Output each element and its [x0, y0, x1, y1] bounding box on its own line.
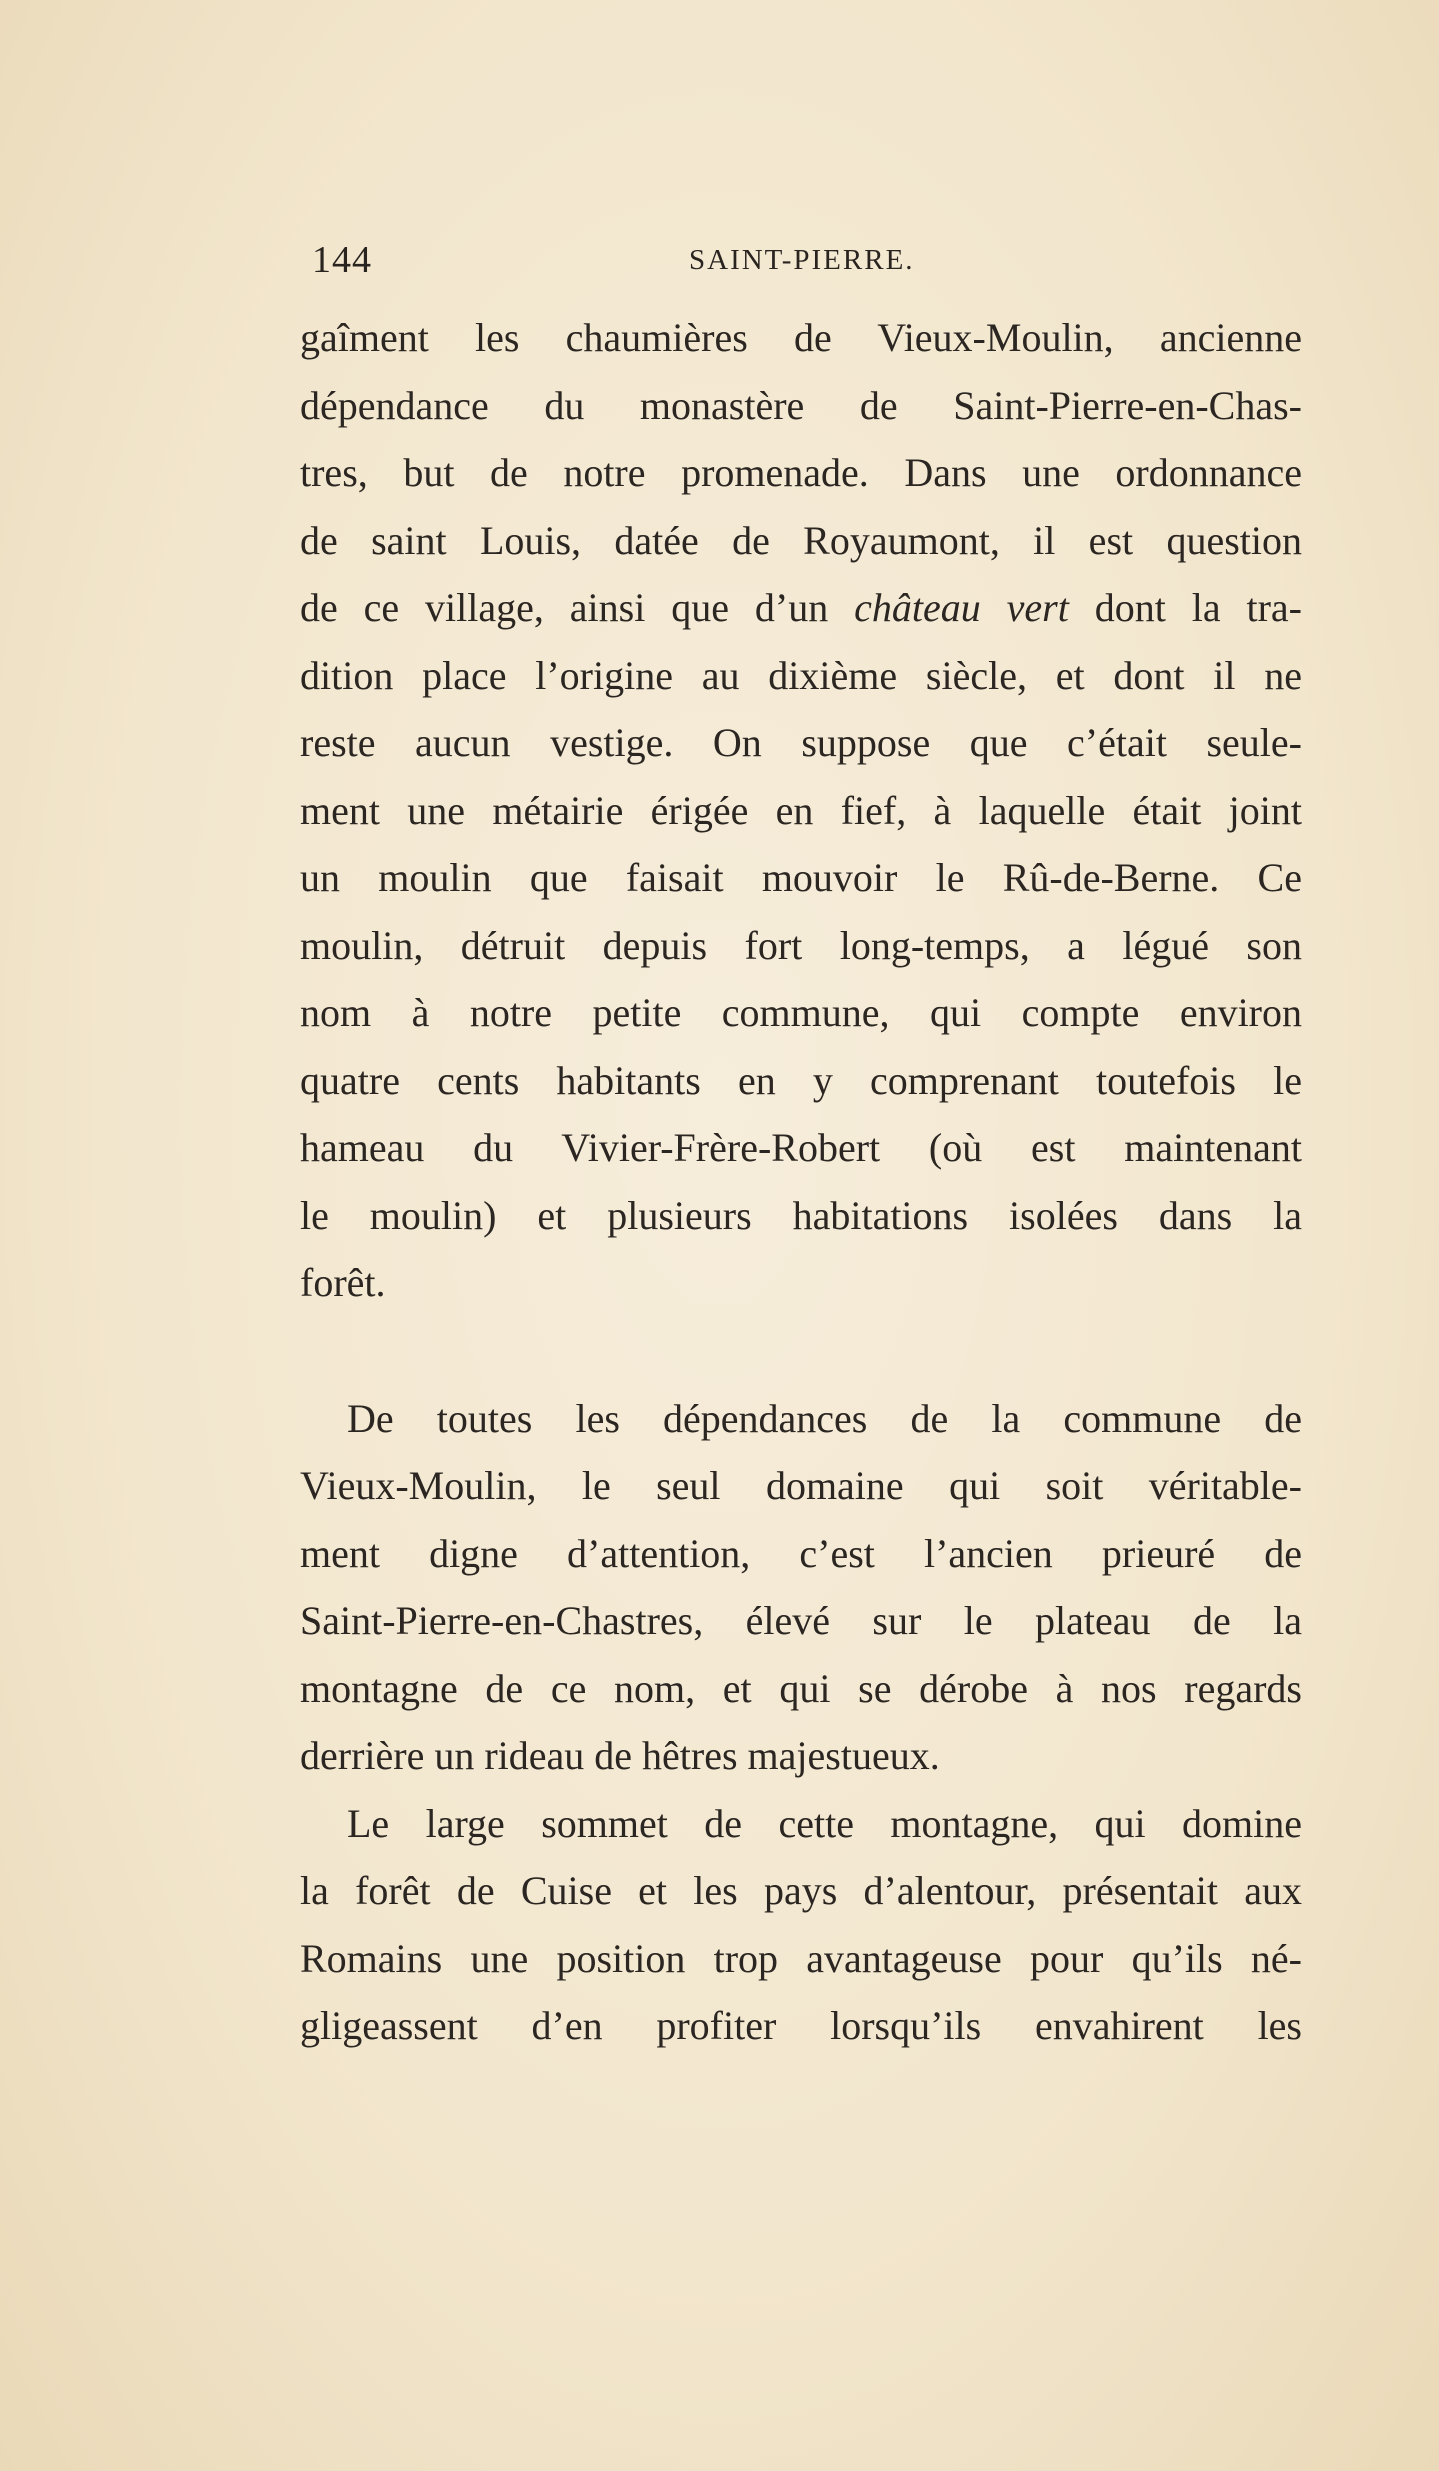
paragraph-3 — [300, 1790, 1302, 2060]
text-line: derrière un rideau de hêtres majestueux. — [300, 1733, 940, 1778]
text-segment: de ce village, ainsi que d’un — [300, 585, 855, 630]
text-line: dépendance du monastère de Saint-Pierre-en-Chas- — [300, 382, 1302, 428]
paragraph-1 — [300, 304, 1302, 1317]
text-line — [300, 574, 1302, 642]
text-line: gligeassent d’en profiter lorsqu’ils envahirent les — [300, 2003, 1302, 2048]
text-line: un moulin que faisait mouvoir le Rû-de-Berne. Ce — [300, 855, 1302, 900]
text-line: ment digne d’attention, c’est l’ancien prieuré de — [300, 1530, 1302, 1576]
body-text — [300, 304, 1302, 2060]
italic-phrase: château vert — [854, 585, 1069, 630]
text-line: nom à notre petite commune, qui compte environ — [300, 990, 1302, 1035]
text-line: Romains une position trop avantageuse pour qu’ils né- — [300, 1935, 1302, 1981]
text-line: forêt. — [300, 1260, 386, 1305]
text-line: hameau du Vivier-Frère-Robert (où est maintenant — [300, 1125, 1302, 1170]
text-line: dition place l’origine au dixième siècle, et dont il ne — [300, 652, 1302, 698]
text-line: Le large sommet de cette montagne, qui domine — [347, 1800, 1302, 1846]
text-line: moulin, détruit depuis fort long-temps, a légué son — [300, 922, 1302, 968]
running-title: SAINT-PIERRE. — [689, 244, 915, 276]
text-line: ment une métairie érigée en fief, à laquelle était joint — [300, 787, 1302, 833]
text-line: reste aucun vestige. On suppose que c’était seule- — [300, 720, 1302, 765]
text-line: Saint-Pierre-en-Chastres, élevé sur le plateau de la — [300, 1598, 1302, 1643]
text-line: quatre cents habitants en y comprenant toutefois le — [300, 1057, 1302, 1103]
text-line: montagne de ce nom, et qui se dérobe à nos regards — [300, 1665, 1302, 1711]
text-segment: dont la tra- — [1068, 585, 1303, 630]
text-line: tres, but de notre promenade. Dans une ordonnance — [300, 450, 1302, 495]
text-line: gaîment les chaumières de Vieux-Moulin, ancienne — [300, 315, 1302, 360]
page-header — [312, 238, 1302, 281]
paragraph-gap — [300, 1317, 1302, 1385]
page-number: 144 — [312, 239, 372, 281]
text-line: le moulin) et plusieurs habitations isolées dans la — [300, 1192, 1302, 1238]
text-line: la forêt de Cuise et les pays d’alentour, présentait aux — [300, 1868, 1302, 1913]
text-line: De toutes les dépendances de la commune de — [347, 1395, 1302, 1441]
paragraph-2 — [300, 1385, 1302, 1790]
text-line: de saint Louis, datée de Royaumont, il est question — [300, 517, 1302, 563]
text-line: Vieux-Moulin, le seul domaine qui soit véritable- — [300, 1463, 1302, 1508]
